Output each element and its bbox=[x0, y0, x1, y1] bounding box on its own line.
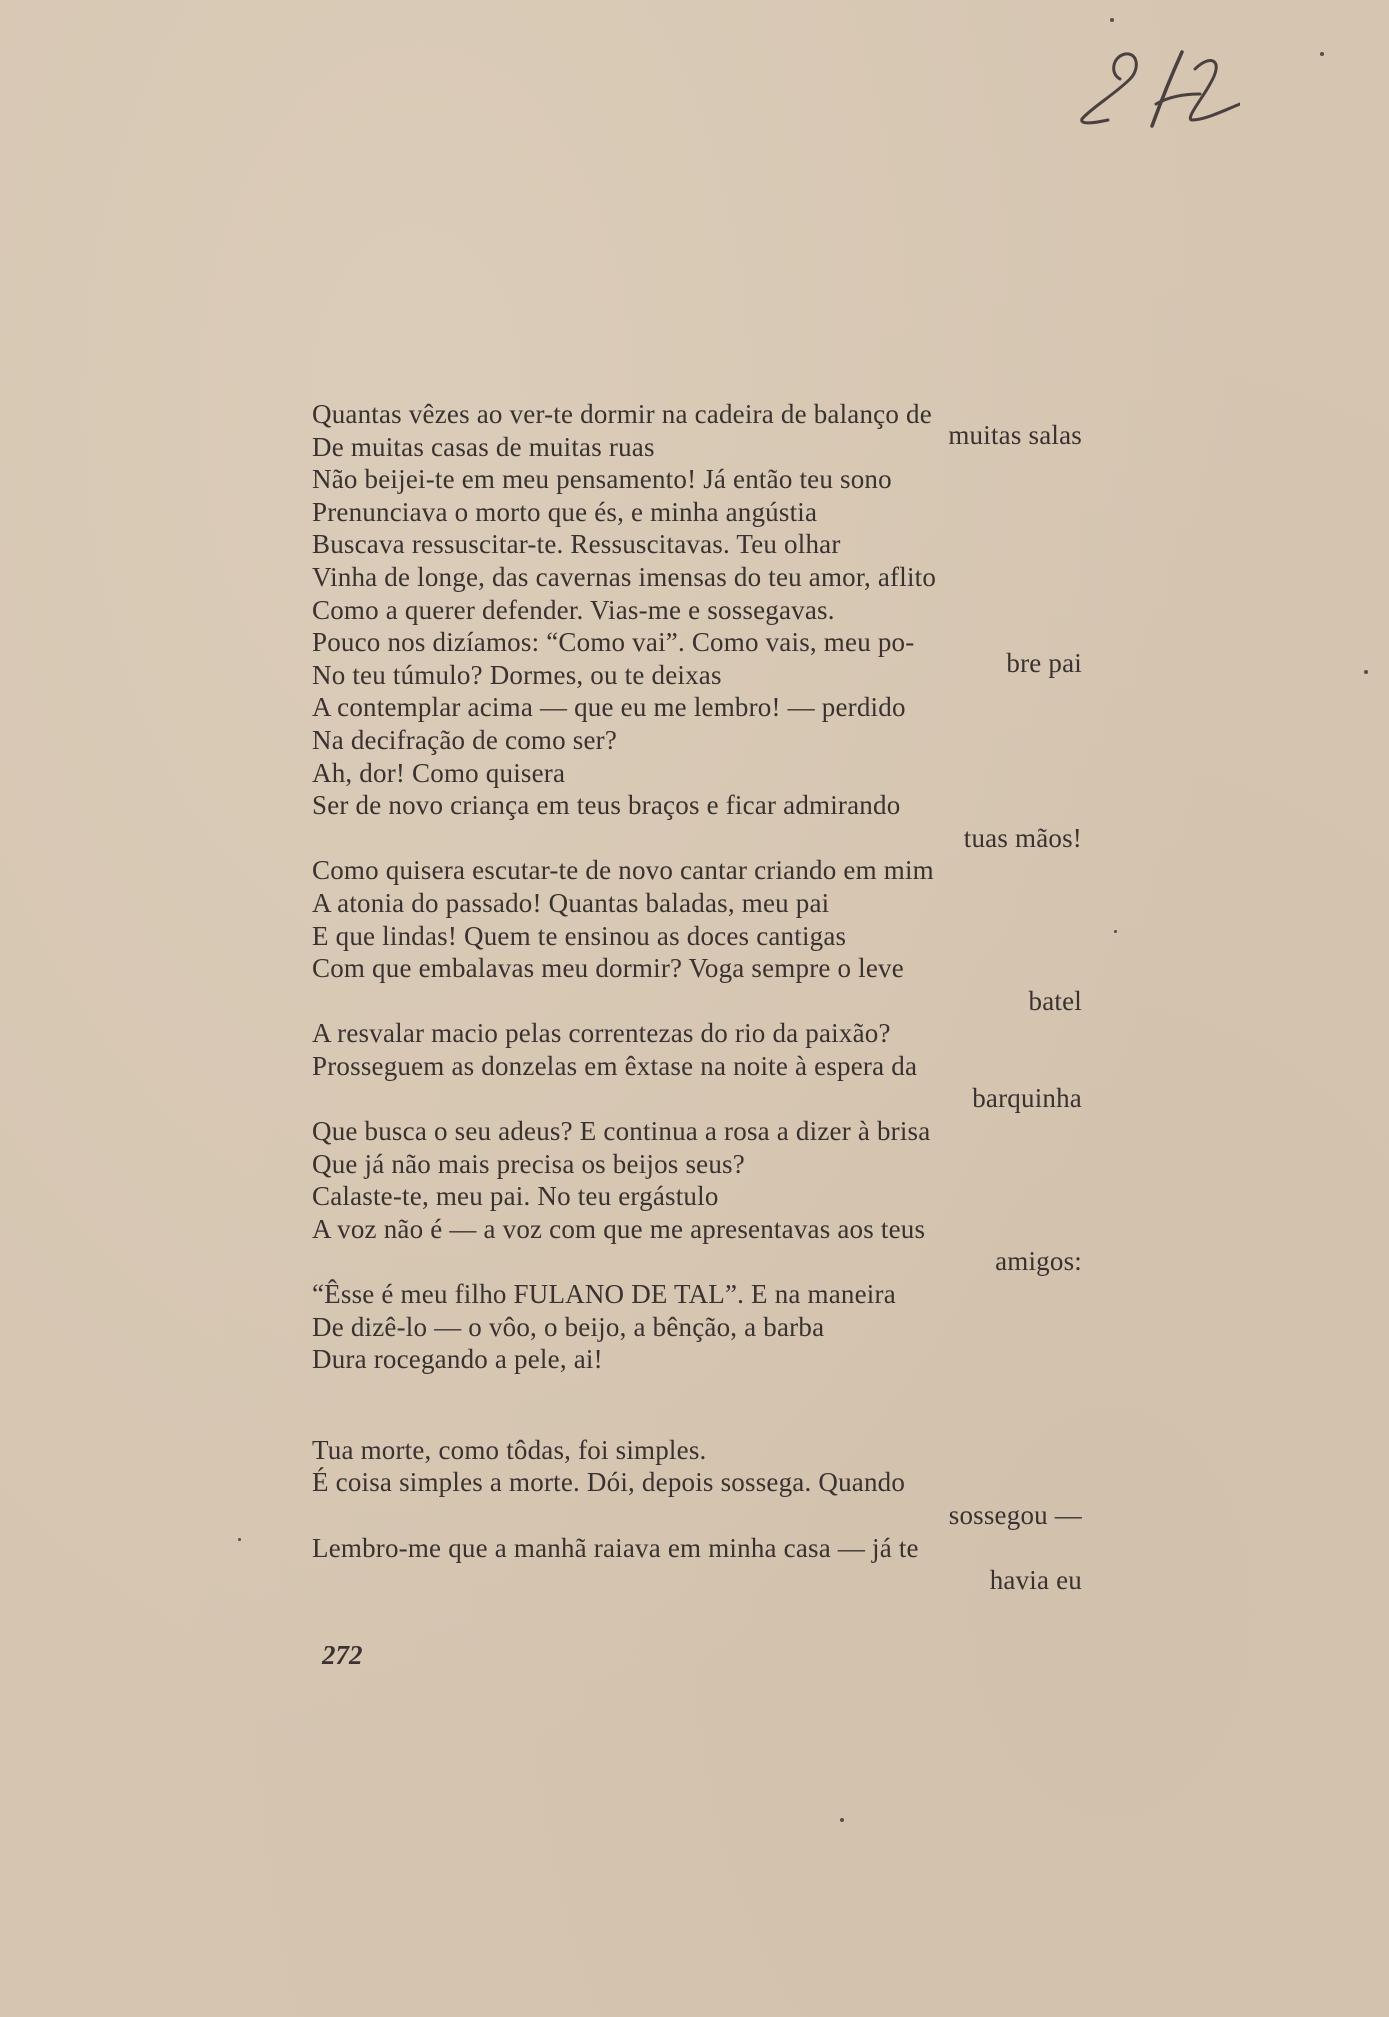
stanza-1 bbox=[312, 398, 1082, 1376]
poem-line-carryover: bre pai bbox=[1006, 647, 1082, 678]
poem-line: Pouco nos dizíamos: “Como vai”. Como vais, meu po- bbox=[312, 627, 915, 658]
poem-line-continuation: sossegou — bbox=[948, 1500, 1082, 1530]
paper-speck bbox=[1320, 52, 1324, 56]
poem-line: Vinha de longe, das cavernas imensas do teu amor, aflito bbox=[312, 561, 937, 592]
paper-speck bbox=[1114, 930, 1117, 933]
poem-line-continuation: amigos: bbox=[995, 1246, 1082, 1277]
poem-line bbox=[312, 419, 1082, 464]
poem-line-continuation: barquinha bbox=[972, 1083, 1082, 1114]
poem-line: É coisa simples a morte. Dói, depois sossega. Quando bbox=[312, 1467, 906, 1498]
stanza-gap bbox=[312, 1376, 1082, 1434]
poem-line: Com que embalavas meu dormir? Voga sempre o leve bbox=[312, 953, 904, 984]
poem-line: Calaste-te, meu pai. No teu ergástulo bbox=[312, 1181, 719, 1212]
poem-line: Prenunciava o morto que és, e minha angústia bbox=[312, 496, 818, 527]
poem-line-text: De muitas casas de muitas ruas bbox=[312, 431, 655, 462]
poem-line-continuation: havia eu bbox=[989, 1565, 1082, 1596]
poem-line: Dura rocegando a pele, ai! bbox=[312, 1344, 603, 1375]
poem-body bbox=[312, 398, 1082, 1597]
poem-line: A atonia do passado! Quantas baladas, meu pai bbox=[312, 887, 830, 918]
paper-speck bbox=[238, 1538, 241, 1541]
poem-line: Como a querer defender. Vias-me e sossegavas. bbox=[312, 594, 835, 625]
poem-line-continuation: tuas mãos! bbox=[963, 822, 1082, 853]
printed-page-number: 272 bbox=[322, 1640, 363, 1670]
poem-line bbox=[312, 647, 1082, 692]
stanza-2 bbox=[312, 1434, 1082, 1597]
paper-speck bbox=[1364, 670, 1368, 674]
poem-line: Não beijei-te em meu pensamento! Já então teu sono bbox=[312, 464, 892, 495]
poem-line: Buscava ressuscitar-te. Ressuscitavas. Teu olhar bbox=[312, 529, 841, 560]
poem-line: A resvalar macio pelas correntezas do rio da paixão? bbox=[312, 1018, 891, 1049]
poem-line: E que lindas! Quem te ensinou as doces cantigas bbox=[312, 920, 847, 951]
poem-line: A voz não é — a voz com que me apresentavas aos teus bbox=[312, 1213, 926, 1244]
poem-line: A contemplar acima — que eu me lembro! — perdido bbox=[312, 692, 906, 723]
poem-line: Ser de novo criança em teus braços e ficar admirando bbox=[312, 790, 901, 821]
poem-line: Lembro-me que a manhã raiava em minha casa — já te bbox=[312, 1532, 919, 1563]
poem-line: Ah, dor! Como quisera bbox=[312, 757, 566, 788]
poem-line: Que já não mais precisa os beijos seus? bbox=[312, 1148, 745, 1179]
poem-line-text: No teu túmulo? Dormes, ou te deixas bbox=[312, 659, 722, 690]
paper-speck bbox=[840, 1818, 844, 1822]
poem-line: Que busca o seu adeus? E continua a rosa a dizer à brisa bbox=[312, 1116, 931, 1147]
poem-line: Prosseguem as donzelas em êxtase na noite à espera da bbox=[312, 1050, 918, 1081]
poem-line-carryover: muitas salas bbox=[948, 419, 1082, 450]
poem-line: “Êsse é meu filho FULANO DE TAL”. E na maneira bbox=[312, 1279, 896, 1310]
poem-line: Quantas vêzes ao ver-te dormir na cadeira de balanço de bbox=[312, 399, 932, 429]
poem-line: Na decifração de como ser? bbox=[312, 724, 618, 755]
handwritten-page-number bbox=[1060, 24, 1240, 134]
poem-line-continuation: batel bbox=[1028, 985, 1082, 1016]
paper-speck bbox=[1110, 18, 1114, 22]
poem-line: De dizê-lo — o vôo, o beijo, a bênção, a barba bbox=[312, 1311, 825, 1342]
poem-line: Tua morte, como tôdas, foi simples. bbox=[312, 1434, 707, 1465]
poem-line: Como quisera escutar-te de novo cantar criando em mim bbox=[312, 855, 934, 886]
